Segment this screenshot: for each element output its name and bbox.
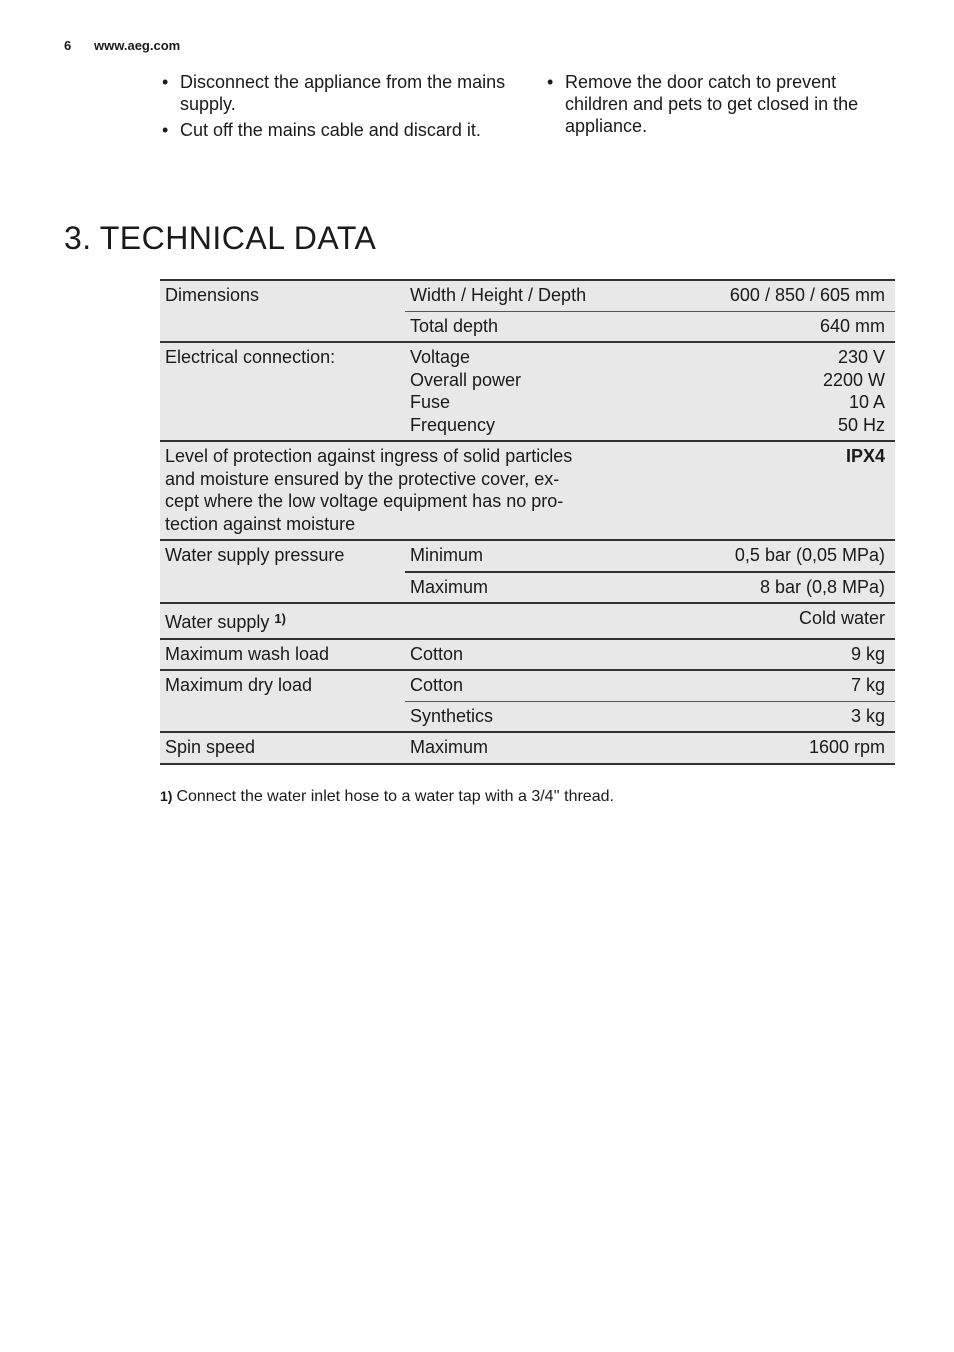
bullet-list-left (160, 71, 545, 145)
empty-cell (405, 603, 690, 639)
list-item: • Disconnect the appliance from the mains supply. (160, 71, 545, 115)
section-title: TECHNICAL DATA (99, 220, 377, 256)
row-sublabel-group (405, 342, 690, 441)
row-sublabel: Synthetics (405, 701, 690, 732)
frequency-label: Frequency (410, 414, 496, 435)
row-value: 9 kg (690, 639, 895, 671)
row-value: 8 bar (0,8 MPa) (690, 572, 895, 604)
row-label (160, 441, 690, 540)
fuse-label: Fuse (410, 392, 451, 412)
power-label: Overall power (410, 369, 522, 390)
table-row (160, 441, 895, 540)
voltage-label: Voltage (410, 347, 471, 367)
list-item: • Cut off the mains cable and discard it. (160, 119, 545, 141)
row-sublabel: Width / Height / Depth (405, 280, 690, 311)
row-label (160, 603, 405, 639)
row-value: IPX4 (690, 441, 895, 540)
row-value: 3 kg (690, 701, 895, 732)
safety-bullets (160, 71, 900, 145)
footnote-text: Connect the water inlet hose to a water tap with a 3/4'' thread. (176, 788, 614, 805)
protection-line: tection against moisture (165, 513, 356, 534)
page-header (64, 38, 180, 53)
table-row (160, 670, 895, 701)
row-sublabel: Cotton (405, 639, 690, 671)
section-heading (64, 220, 376, 257)
bullet-list-right (545, 71, 895, 145)
table-footnote (160, 788, 614, 806)
row-value-group (690, 342, 895, 441)
row-sublabel: Maximum (405, 572, 690, 604)
row-value: 1600 rpm (690, 732, 895, 764)
row-sublabel: Total depth (405, 311, 690, 342)
row-label: Maximum wash load (160, 639, 405, 671)
section-number: 3. (64, 220, 92, 256)
row-sublabel: Maximum (405, 732, 690, 764)
row-value: 0,5 bar (0,05 MPa) (690, 540, 895, 572)
row-label: Electrical connection: (160, 342, 405, 441)
row-label: Dimensions (160, 280, 405, 342)
table-row (160, 280, 895, 311)
protection-line: and moisture ensured by the protective cover, ex- (165, 468, 560, 489)
row-sublabel: Cotton (405, 670, 690, 701)
table-row (160, 540, 895, 572)
water-supply-label: Water supply (165, 612, 270, 632)
power-value: 2200 W (822, 369, 885, 390)
row-sublabel: Minimum (405, 540, 690, 572)
fuse-value: 10 A (848, 392, 885, 412)
table-row (160, 603, 895, 639)
footnote-ref: 1) (274, 611, 286, 626)
table-row (160, 342, 895, 441)
protection-line: Level of protection against ingress of solid particles (165, 446, 573, 466)
row-label: Maximum dry load (160, 670, 405, 732)
row-value: Cold water (690, 603, 895, 639)
table-row (160, 732, 895, 764)
table-row (160, 639, 895, 671)
row-value: 7 kg (690, 670, 895, 701)
footnote-mark: 1) (160, 788, 173, 804)
page-number: 6 (64, 38, 72, 53)
row-value: 600 / 850 / 605 mm (690, 280, 895, 311)
protection-line: cept where the low voltage equipment has no pro- (165, 491, 564, 511)
frequency-value: 50 Hz (837, 414, 885, 435)
technical-data-table (160, 279, 895, 765)
list-item: • Remove the door catch to prevent children and pets to get closed in the appliance. (545, 71, 895, 137)
site-url: www.aeg.com (94, 38, 181, 53)
row-value: 640 mm (690, 311, 895, 342)
voltage-value: 230 V (837, 347, 885, 367)
row-label: Water supply pressure (160, 540, 405, 603)
row-label: Spin speed (160, 732, 405, 764)
